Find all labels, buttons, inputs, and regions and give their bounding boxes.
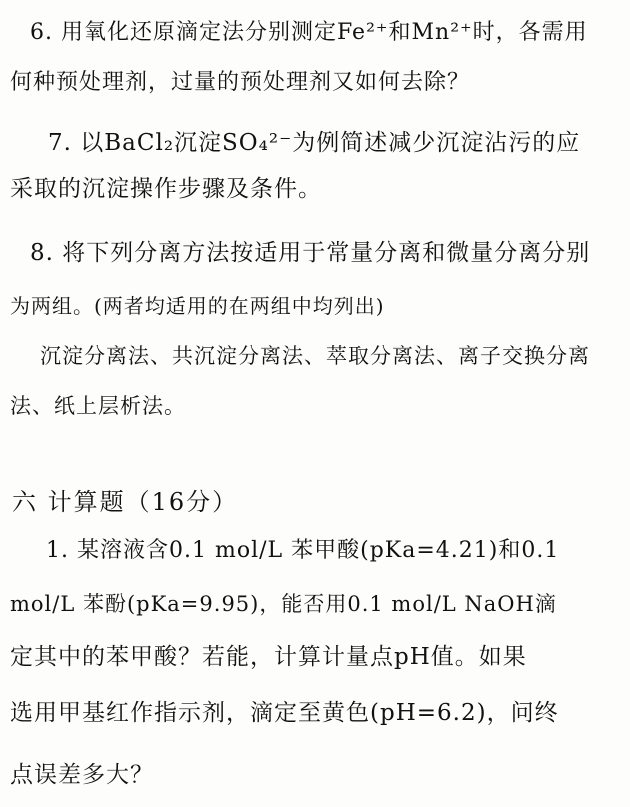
problem-1-line-4: 选用甲基红作指示剂，滴定至黄色(pH=6.2)，问终 [10,700,559,726]
problem-1-line-1: 1. 某溶液含0.1 mol/L 苯甲酸(pKa=4.21)和0.1 [46,538,560,563]
question-7-line-1: 7. 以BaCl₂沉淀SO₄²⁻为例简述减少沉淀沾污的应 [48,130,581,156]
section-heading-calculation: 六 计算题（16分） [12,488,239,516]
question-8-line-1: 8. 将下列分离方法按适用于常量分离和微量分离分别 [30,240,591,266]
problem-1-line-3: 定其中的苯甲酸？若能，计算计量点pH值。如果 [10,644,527,670]
question-6-line-1: 6. 用氧化还原滴定法分别测定Fe²⁺和Mn²⁺时，各需用 [30,20,588,45]
question-8-line-3: 沉淀分离法、共沉淀分离法、萃取分离法、离子交换分离 [40,344,590,368]
question-7-line-2: 采取的沉淀操作步骤及条件。 [10,176,322,202]
question-8-line-2: 为两组。(两者均适用的在两组中均列出) [10,294,385,318]
question-6-line-2: 何种预处理剂，过量的预处理剂又如何去除？ [10,70,471,95]
problem-1-line-5: 点误差多大？ [10,762,154,788]
problem-1-line-2: mol/L 苯酚(pKa=9.95)，能否用0.1 mol/L NaOH滴 [10,592,557,616]
question-8-line-4: 法、纸上层析法。 [10,394,186,418]
